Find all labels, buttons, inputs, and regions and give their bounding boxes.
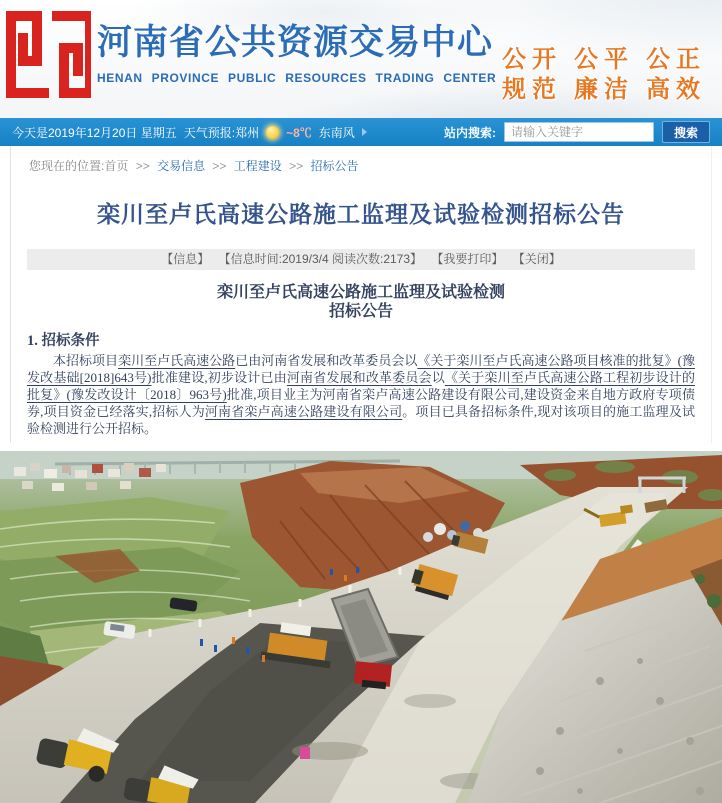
breadcrumb-separator: >> [135, 159, 150, 173]
sun-icon [266, 126, 279, 139]
para-seg-underlined: 河南省发展和改革委员会 [286, 370, 432, 385]
breadcrumb-prefix: 您现在的位置: [29, 159, 105, 173]
meta-info: 【信息】 [161, 252, 210, 266]
para-seg: 以 [431, 370, 445, 385]
breadcrumb-link-tender-notice[interactable]: 招标公告 [310, 159, 359, 173]
document-title-line-1: 栾川至卢氏高速公路施工监理及试验检测 [216, 284, 505, 301]
slogan-line-2: 规范 廉洁 高效 [502, 77, 706, 103]
para-seg-underlined: 栾川至卢氏高速公路 [118, 353, 236, 368]
highway-construction-photo [0, 451, 722, 803]
site-title-en: HENAN PROVINCE PUBLIC RESOURCES TRADING CENTER [97, 71, 497, 85]
site-search [444, 121, 710, 143]
document-title [27, 283, 695, 321]
para-seg: 已由河南省发展和改革委员会以 [235, 353, 418, 368]
search-input[interactable] [504, 122, 654, 142]
breadcrumb-separator: >> [212, 159, 227, 173]
search-button[interactable]: 搜索 [662, 121, 710, 143]
henan-trading-center-seal-icon [3, 7, 91, 108]
breadcrumb-link-engineering[interactable]: 工程建设 [233, 159, 282, 173]
close-button[interactable]: 【关闭】 [512, 252, 561, 266]
site-title-cn: 河南省公共资源交易中心 [97, 23, 494, 62]
content-container [10, 146, 712, 443]
para-seg-underlined: 《关于栾川至卢氏高速公路工程初步设计的批复》(豫发改设计〔2018〕963号) [27, 370, 695, 402]
para-seg: 批准建设,初步设计已由 [151, 370, 287, 385]
breadcrumb-separator: >> [289, 159, 304, 173]
date-weather-strip [12, 124, 367, 141]
slogan-line-1: 公开 公平 公正 [502, 47, 706, 73]
print-button[interactable]: 【我要打印】 [431, 252, 504, 266]
document-title-line-2: 招标公告 [328, 303, 393, 320]
breadcrumb-home-link[interactable]: 首页 [104, 159, 129, 173]
page-title: 栾川至卢氏高速公路施工监理及试验检测招标公告 [97, 201, 625, 227]
meta-time: 【信息时间:2019/3/4 阅读次数:2173】 [218, 252, 423, 266]
para-seg: 本招标项目 [53, 353, 119, 368]
search-label: 站内搜索: [444, 125, 496, 140]
date-text: 今天是2019年12月20日 星期五 [12, 125, 177, 140]
para-seg: 批准,项目业主为河南省栾卢高速公路建设有限公司,建设资金来自地方政府专项债券,项目资金已经落实,招标人为 [27, 387, 695, 419]
brand-block [97, 15, 496, 85]
topbar [0, 118, 722, 146]
article-meta-bar [27, 249, 695, 270]
breadcrumb-link-trade-info[interactable]: 交易信息 [157, 159, 206, 173]
para-seg-underlined: 河南省栾卢高速公路建设有限公司 [204, 404, 403, 419]
wind-text: 东南风 [318, 125, 355, 140]
weather-label: 天气预报:郑州 [183, 125, 260, 140]
document-body [27, 283, 695, 437]
chevron-right-icon [362, 128, 367, 136]
section-1-heading: 1. 招标条件 [27, 333, 100, 349]
section-1-paragraph [27, 352, 695, 437]
para-seg-underlined: 《关于栾川至卢氏高速公路项目核准的批复》(豫发改基础[2018]643号) [27, 353, 695, 385]
temperature-text: ~8℃ [286, 125, 312, 140]
breadcrumb [27, 146, 695, 182]
para-seg: 。项目已具备招标条件,现对该项目的施工监理及试验检测进行公开招标。 [27, 404, 695, 436]
site-header [0, 0, 722, 118]
slogan-block [502, 45, 706, 105]
